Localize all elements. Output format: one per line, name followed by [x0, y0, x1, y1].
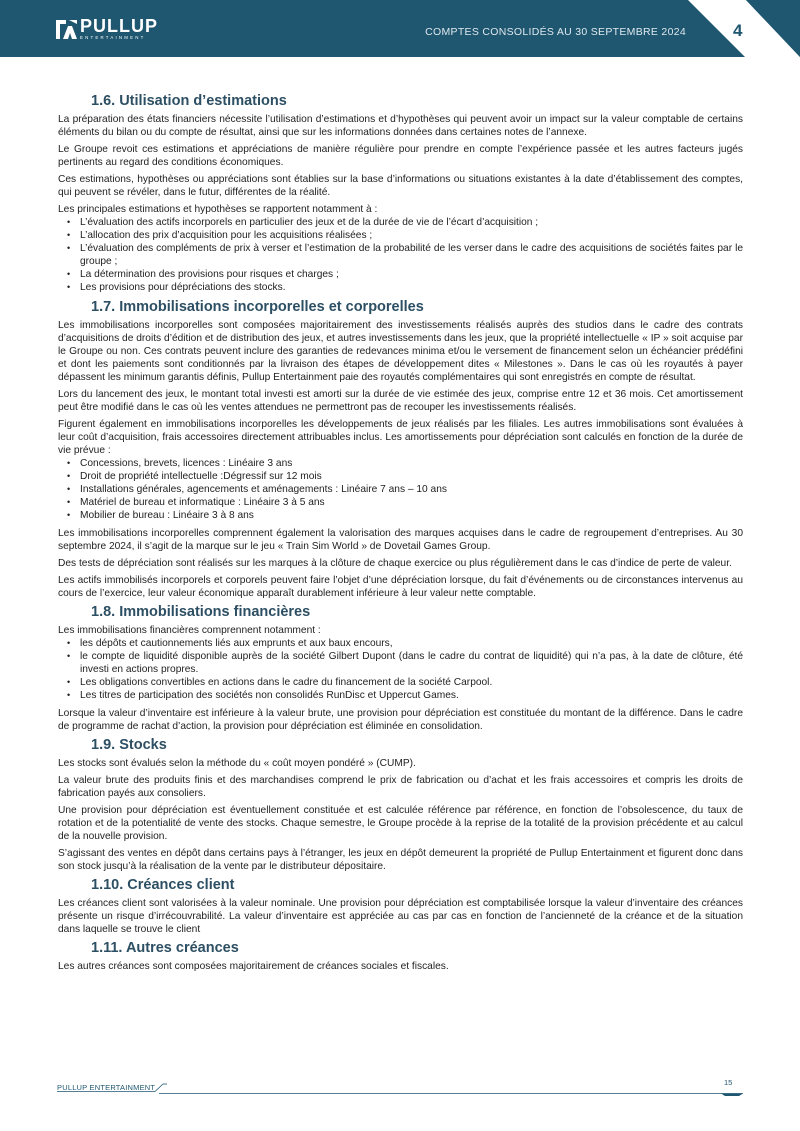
paragraph: S’agissant des ventes en dépôt dans certains pays à l’étranger, les jeux en dépôt demeurent la propriété de Pullup Entertainment et figurent donc dans son stock jusqu’à la réalisation de la vente par le distributeur dépositaire.: [58, 848, 743, 872]
page-content: [58, 93, 743, 977]
list-item: • le compte de liquidité disponible auprès de la société Gilbert Dupont (dans le cadre du contrat de liquidité) qui n’a pas, à la date de clôture, été investi en actions propres.: [58, 650, 743, 676]
section-heading-1-6: 1.6. Utilisation d’estimations: [91, 93, 287, 109]
paragraph: Figurent également en immobilisations incorporelles les développements de jeux réalisés par les filiales. Les autres immobilisations sont évaluées à leur coût d’acquisition, frais accessoires directement attribuables inclus. Les amortissements pour dépréciation sont calculés en fonction de la durée de vie prévue :: [58, 419, 743, 456]
bullet-list: [58, 637, 743, 702]
list-item: • L’évaluation des actifs incorporels en particulier des jeux et de la durée de vie de l’écart d’acquisition ;: [58, 216, 743, 229]
bullet-list: [58, 216, 743, 294]
list-item: • Matériel de bureau et informatique : Linéaire 3 à 5 ans: [58, 496, 743, 509]
paragraph: La préparation des états financiers nécessite l’utilisation d’estimations et d’hypothèses qui peuvent avoir un impact sur la valeur comptable de certains éléments du bilan ou du compte de résultat, ainsi que sur les informations données dans certaines notes de l’annexe.: [58, 114, 743, 138]
section-heading-1-9: 1.9. Stocks: [91, 737, 167, 753]
paragraph: Les immobilisations incorporelles sont composées majoritairement des investissements réalisés auprès des studios dans le cadre des contrats d’acquisitions de droits d’édition et de distribution des jeux, et autres investissements dans les jeux, que la propriété intellectuelle « IP » soit acquise par le Groupe ou non. Ces contrats peuvent inclure des garanties de redevances minima et/ou le versement de financement selon un échéancier prédéfini et dont les paiements sont conditionnés par la livraison des étapes de développement dites « Milestones ». Dans le cas où les royautés à payer dépassent les minimum garantis définis, Pullup Entertainment paie des royautés complémentaires qui sont enregistrés en compte de résultat.: [58, 320, 743, 383]
paragraph: Lorsque la valeur d’inventaire est inférieure à la valeur brute, une provision pour dépréciation est constituée du montant de la différence. Dans le cadre de programme de rachat d’action, la provision pour dépréciation est éliminée en consolidation.: [58, 708, 743, 732]
paragraph: Une provision pour dépréciation est éventuellement constituée et est calculée référence par référence, en fonction de l’obsolescence, du taux de rotation et de la potentialité de vente des stocks. Chaque semestre, le Groupe procède à la reprise de la totalité de la provision précédente et au calcul de la nouvelle provision.: [58, 805, 743, 842]
page-header: [0, 0, 800, 57]
paragraph: Des tests de dépréciation sont réalisés sur les marques à la clôture de chaque exercice ou plus régulièrement dans le cas d’indice de perte de valeur.: [58, 558, 732, 569]
logo-mark-icon: [56, 18, 77, 39]
list-item: • L’allocation des prix d’acquisition pour les acquisitions réalisées ;: [58, 229, 743, 242]
paragraph: Les stocks sont évalués selon la méthode du « coût moyen pondéré » (CUMP).: [58, 758, 416, 769]
paragraph: Les créances client sont valorisées à la valeur nominale. Une provision pour dépréciation est comptabilisée lorsque la valeur d’inventaire des créances présente un risque d’irrécouvrabilité. La valeur d’inventaire est appréciée au cas par cas en fonction de l’ancienneté de la créance et de la situation dans laquelle se trouve le client: [58, 898, 743, 935]
chapter-number: 4: [733, 21, 743, 40]
pullup-logo: [56, 18, 158, 42]
paragraph: Les actifs immobilisés incorporels et corporels peuvent faire l’objet d’une dépréciation lorsque, du fait d’événements ou de circonstances intervenus au cours de l’exercice, leur valeur économique apparaît durablement inférieure à leur valeur nette comptable.: [58, 575, 743, 599]
list-item: • Les titres de participation des sociétés non consolidés RunDisc et Uppercut Games.: [58, 689, 743, 702]
list-item: • Les obligations convertibles en actions dans le cadre du financement de la société Carpool.: [58, 676, 743, 689]
logo-name: PULLUP: [80, 16, 158, 36]
list-item: • Droit de propriété intellectuelle :Dégressif sur 12 mois: [58, 470, 743, 483]
paragraph: Ces estimations, hypothèses ou appréciations sont établies sur la base d’informations ou situations existantes à la date d’établissement des comptes, qui peuvent se révéler, dans le futur, différentes de la réalité.: [58, 174, 743, 198]
paragraph: Les immobilisations financières comprennent notamment :: [58, 625, 321, 636]
list-item: • Concessions, brevets, licences : Linéaire 3 ans: [58, 457, 743, 470]
chapter-corner-shape: [688, 0, 800, 57]
paragraph: Le Groupe revoit ces estimations et appréciations de manière régulière pour prendre en compte l’expérience passée et les autres facteurs jugés pertinents au regard des conditions économiques.: [58, 144, 743, 168]
paragraph: La valeur brute des produits finis et des marchandises comprend le prix de fabrication ou d’achat et les frais accessoires et compris les droits de fabrication payés aux consoliers.: [58, 775, 743, 799]
section-heading-1-11: 1.11. Autres créances: [91, 940, 239, 956]
header-title: COMPTES CONSOLIDÉS AU 30 SEPTEMBRE 2024: [425, 26, 686, 38]
list-item: • L’évaluation des compléments de prix à verser et l’estimation de la probabilité de les verser dans le cadre des acquisitions de sociétés faites par le groupe ;: [58, 242, 743, 268]
paragraph: Les immobilisations incorporelles comprennent également la valorisation des marques acquises dans le cadre de regroupement d’entreprises. Au 30 septembre 2024, il s’agit de la marque sur le jeu « Train Sim World » de Dovetail Games Group.: [58, 528, 743, 552]
paragraph: Lors du lancement des jeux, le montant total investi est amorti sur la durée de vie estimée des jeux, comprise entre 12 et 36 mois. Cet amortissement peut être modifié dans le cas où les ventes attendues ne permettront pas de recouper les investissements réalisés.: [58, 389, 743, 413]
footer-company-label: PULLUP ENTERTAINMENT: [57, 1083, 156, 1092]
page-number: 15: [724, 1078, 733, 1087]
paragraph: Les principales estimations et hypothèses se rapportent notamment à :: [58, 204, 378, 215]
section-heading-1-10: 1.10. Créances client: [91, 877, 235, 893]
section-heading-1-7: 1.7. Immobilisations incorporelles et corporelles: [91, 299, 424, 315]
footer-rule: [57, 1080, 743, 1096]
bullet-list: [58, 457, 743, 522]
list-item: • Mobilier de bureau : Linéaire 3 à 8 ans: [58, 509, 743, 522]
list-item: • Les provisions pour dépréciations des stocks.: [58, 281, 743, 294]
list-item: • Installations générales, agencements et aménagements : Linéaire 7 ans – 10 ans: [58, 483, 743, 496]
paragraph: Les autres créances sont composées majoritairement de créances sociales et fiscales.: [58, 961, 449, 972]
list-item: • les dépôts et cautionnements liés aux emprunts et aux baux encours,: [58, 637, 743, 650]
section-heading-1-8: 1.8. Immobilisations financières: [91, 604, 311, 620]
list-item: • La détermination des provisions pour risques et charges ;: [58, 268, 743, 281]
logo-subtitle: ENTERTAINMENT: [80, 35, 146, 40]
